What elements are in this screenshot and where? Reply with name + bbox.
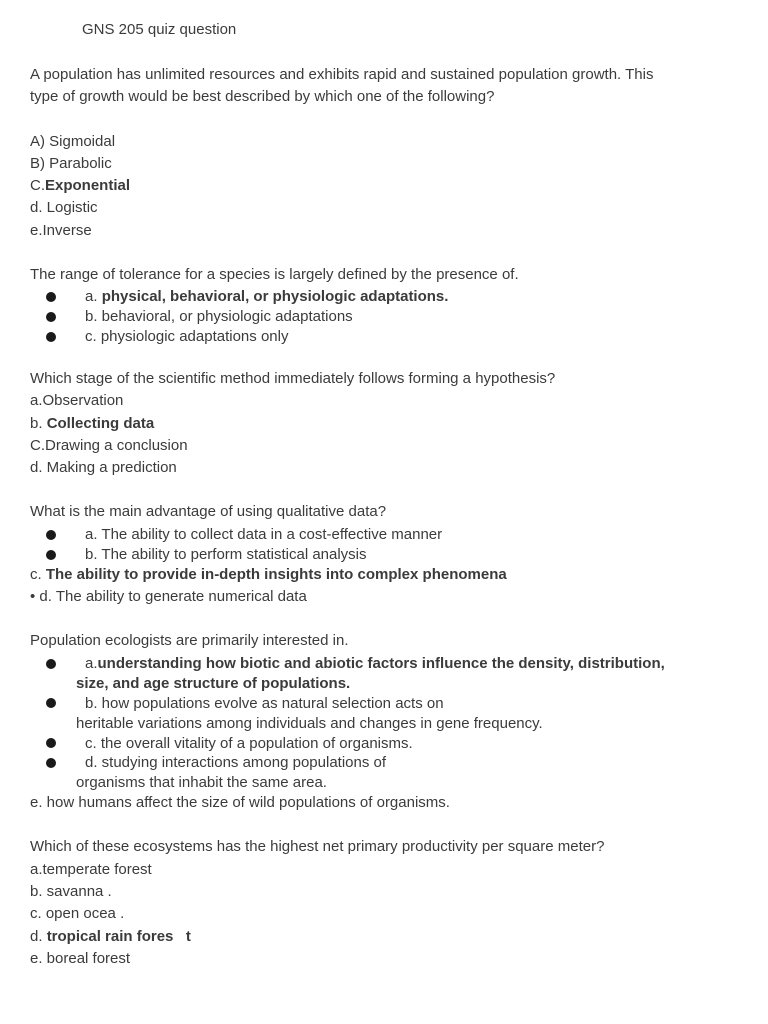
q5-option-c: c. the overall vitality of a population of organisms. — [85, 735, 413, 752]
q3-option-a: a.Observation — [30, 392, 124, 409]
q3-option-b-prefix: b. — [30, 415, 47, 432]
q3-question: Which stage of the scientific method immediately follows forming a hypothesis? — [30, 370, 556, 387]
q2-option-a-answer: physical, behavioral, or physiologic adaptations. — [101, 288, 449, 305]
q6-option-d — [30, 928, 191, 946]
q5-option-a-line1 — [85, 655, 665, 673]
q5-option-b-line2: heritable variations among individuals and changes in gene frequency. — [76, 715, 543, 732]
q1-option-a: A) Sigmoidal — [30, 133, 116, 150]
q3-option-b — [30, 415, 154, 433]
q2-option-a-prefix: a. — [85, 288, 102, 305]
bullet-icon — [46, 698, 56, 708]
q4-option-c-prefix: c. — [30, 566, 46, 583]
q6-option-c: c. open ocea . — [30, 905, 125, 922]
q3-option-d: d. Making a prediction — [30, 459, 177, 476]
q4-option-a: a. The ability to collect data in a cost-effective manner — [85, 526, 443, 543]
q2-option-b: b. behavioral, or physiologic adaptations — [85, 308, 353, 325]
q1-question-line2: type of growth would be best described by which one of the following? — [30, 88, 495, 105]
q1-option-e: e.Inverse — [30, 222, 92, 239]
q4-option-d: • d. The ability to generate numerical data — [30, 588, 307, 605]
q6-option-d-answer: tropical rain fores t — [46, 928, 191, 945]
q5-option-d-line1: d. studying interactions among populations of — [85, 754, 387, 771]
q5-option-e: e. how humans affect the size of wild populations of organisms. — [30, 794, 450, 811]
bullet-icon — [46, 758, 56, 768]
q5-option-b-line1: b. how populations evolve as natural selection acts on — [85, 695, 444, 712]
q1-option-d: d. Logistic — [30, 199, 98, 216]
bullet-icon — [46, 332, 56, 342]
q4-option-b: b. The ability to perform statistical analysis — [85, 546, 367, 563]
q6-option-e: e. boreal forest — [30, 950, 131, 967]
q1-option-b: B) Parabolic — [30, 155, 112, 172]
q5-question: Population ecologists are primarily interested in. — [30, 632, 349, 649]
q6-question: Which of these ecosystems has the highest net primary productivity per square meter? — [30, 838, 605, 855]
q5-option-a-answer: understanding how biotic and abiotic factors influence the density, distribution, — [97, 655, 665, 672]
q2-question: The range of tolerance for a species is largely defined by the presence of. — [30, 266, 519, 283]
bullet-icon — [46, 738, 56, 748]
bullet-icon — [46, 312, 56, 322]
q2-option-a — [85, 288, 448, 306]
q4-option-c-answer: The ability to provide in-depth insights into complex phenomena — [45, 566, 507, 583]
q6-option-d-prefix: d. — [30, 928, 47, 945]
bullet-icon — [46, 659, 56, 669]
bullet-icon — [46, 292, 56, 302]
q4-option-c — [30, 566, 507, 584]
bullet-icon — [46, 530, 56, 540]
q3-option-b-answer: Collecting data — [46, 415, 155, 432]
q1-option-c-prefix: C. — [30, 177, 45, 194]
q2-option-c: c. physiologic adaptations only — [85, 328, 289, 345]
bullet-icon — [46, 550, 56, 560]
q5-option-d-line2: organisms that inhabit the same area. — [76, 774, 327, 791]
q1-question-line1: A population has unlimited resources and exhibits rapid and sustained population growth. This — [30, 66, 654, 83]
q6-option-b: b. savanna . — [30, 883, 112, 900]
page-title: GNS 205 quiz question — [82, 21, 237, 38]
q6-option-a: a.temperate forest — [30, 861, 152, 878]
q1-option-c — [30, 177, 130, 195]
q5-option-a-line2: size, and age structure of populations. — [76, 675, 351, 692]
q4-question: What is the main advantage of using qualitative data? — [30, 503, 387, 520]
q5-option-a-prefix: a. — [85, 655, 98, 672]
q1-option-c-answer: Exponential — [45, 177, 131, 194]
q3-option-c: C.Drawing a conclusion — [30, 437, 188, 454]
